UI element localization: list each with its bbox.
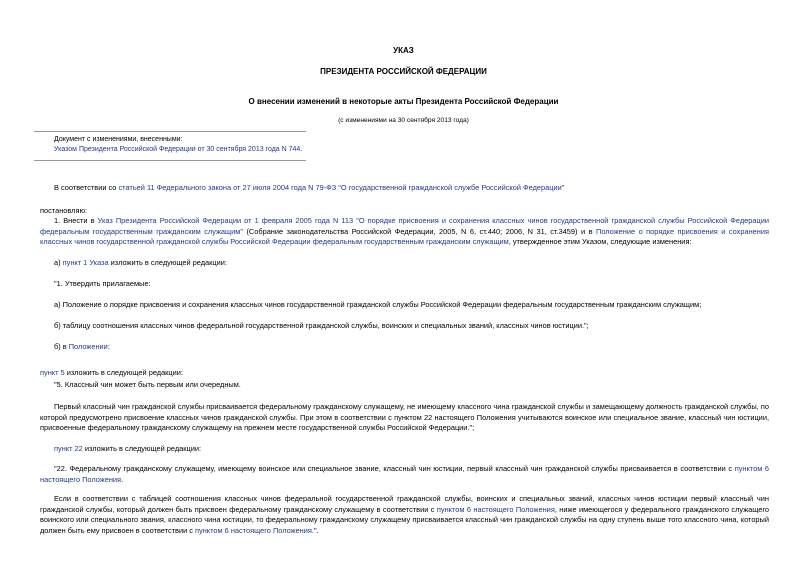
regulation-link[interactable]: Положение о порядке присвоения и сохранения классных чинов государственной гражданской службы Российской Федерации федеральным государственным гражданским служащим [40,226,770,246]
regulation-short-link[interactable]: Положении [68,342,108,351]
point-6-link[interactable]: пунктом 6 настоящего Положения [40,464,769,484]
point-22-link[interactable]: пункт 22 [54,444,83,453]
table-paragraph: Если в соответствии с таблицей соотношения классных чинов федеральной государственной гражданской службы, воинских и специальных званий, классных чинов юстиции первый классный чин гражданской службы, который должен быть присвоен федеральному гражданскому служащему в соответствии с пунктом 6 настоящего Положения, ниже имеющегося у федерального гражданского служащего воинского или специального звания, классного чина юстиции, то федеральному гражданскому служащему присваивается классный чин гражданской службы на одну ступень выше того классного чина, который должен быть ему присвоен в соответствии с пунктом 6 настоящего Положения.". [40,494,769,535]
item-b: б) в Положении: [54,342,110,351]
resolve-text: постановляю: [40,206,88,215]
point-1-link[interactable]: пункт 1 Указа [62,258,109,267]
point-22-line: пункт 22 изложить в следующей редакции: [54,444,202,453]
quote-a: а) Положение о порядке присвоения и сохранения классных чинов государственной гражданской службы Российской Федерации федеральным государственным гражданским служащим; [54,300,702,309]
changes-label: Документ с изменениями, внесенными: [54,136,183,143]
revision-note: (с изменениями на 30 сентября 2013 года) [338,117,469,124]
decree-subtitle: ПРЕЗИДЕНТА РОССИЙСКОЙ ФЕДЕРАЦИИ [320,67,487,76]
quote-1: "1. Утвердить прилагаемые: [54,279,151,288]
changes-bottom-rule [34,160,306,161]
amending-decree-link[interactable]: Указом Президента Российской Федерации от 30 сентября 2013 года N 744 [54,146,301,153]
point-6-link-3[interactable]: пунктом 6 настоящего Положения [195,525,312,535]
quote-b: б) таблицу соотношения классных чинов федеральной государственной гражданской службы, воинских и специальных званий, классных чинов юстиции."; [54,321,589,330]
changes-line: Указом Президента Российской Федерации от 30 сентября 2013 года N 744. [54,146,303,153]
point-5-link[interactable]: пункт 5 [40,368,65,377]
point-22-quote: "22. Федеральному гражданскому служащему, имеющему воинское или специальное звание, классный чин юстиции, первый классный чин гражданской службы присваивается в соответствии с пунктом 6 настоящего Положения. [40,464,769,484]
decree-heading: О внесении изменений в некоторые акты Президента Российской Федерации [248,97,559,106]
point-5-line: пункт 5 изложить в следующей редакции: [40,368,183,377]
first-rank-paragraph: Первый классный чин гражданской службы присваивается федеральному гражданскому служащему, не имеющему классного чина гражданской службы и замещающему должность гражданской службы, по которой предусмотрено присвоение классных чинов гражданской службы. При этом в соответствии с пунктом 22 настоящего Положения учитываются воинское или специальное звание, классный чин юстиции, присвоенные федеральному гражданскому служащему на прежнем месте государственной службы Российской Федерации."; [40,402,769,432]
decree-title: УКАЗ [393,46,414,55]
point-6-link-2[interactable]: пунктом 6 настоящего Положения [436,504,555,514]
paragraph-1: 1. Внести в Указ Президента Российской Федерации от 1 февраля 2005 года N 113 "О порядке присвоения и сохранения классных чинов государственной гражданской службы Российской Федерации федеральным государственным гражданским служащим" (Собрание законодательства Российской Федерации, 2005, N 6, ст.440; 2006, N 31, ст.3459) и в Положение о порядке присвоения и сохранения классных чинов государственной гражданской службы Российской Федерации федеральным государственным гражданским служащим, утвержденное этим Указом, следующие изменения: [40,216,770,246]
decree-113-link[interactable]: Указ Президента Российской Федерации от 1 февраля 2005 года N 113 "О порядке присвоения и сохранения классных чинов государственной гражданской службы Российской Федерации федеральным государственным гражданским служащим" [40,216,769,236]
point-5-quote: "5. Классный чин может быть первым или очередным. [54,380,241,389]
federal-law-link[interactable]: статьей 11 Федерального закона от 27 июля 2004 года N 79-ФЗ "О государственной гражданской службе Российской Федерации" [118,183,565,192]
item-a: а) пункт 1 Указа изложить в следующей редакции: [54,258,227,267]
intro-paragraph: В соответствии со статьей 11 Федерального закона от 27 июля 2004 года N 79-ФЗ "О государственной гражданской службе Российской Федерации" [54,183,565,192]
changes-top-rule [34,131,306,132]
